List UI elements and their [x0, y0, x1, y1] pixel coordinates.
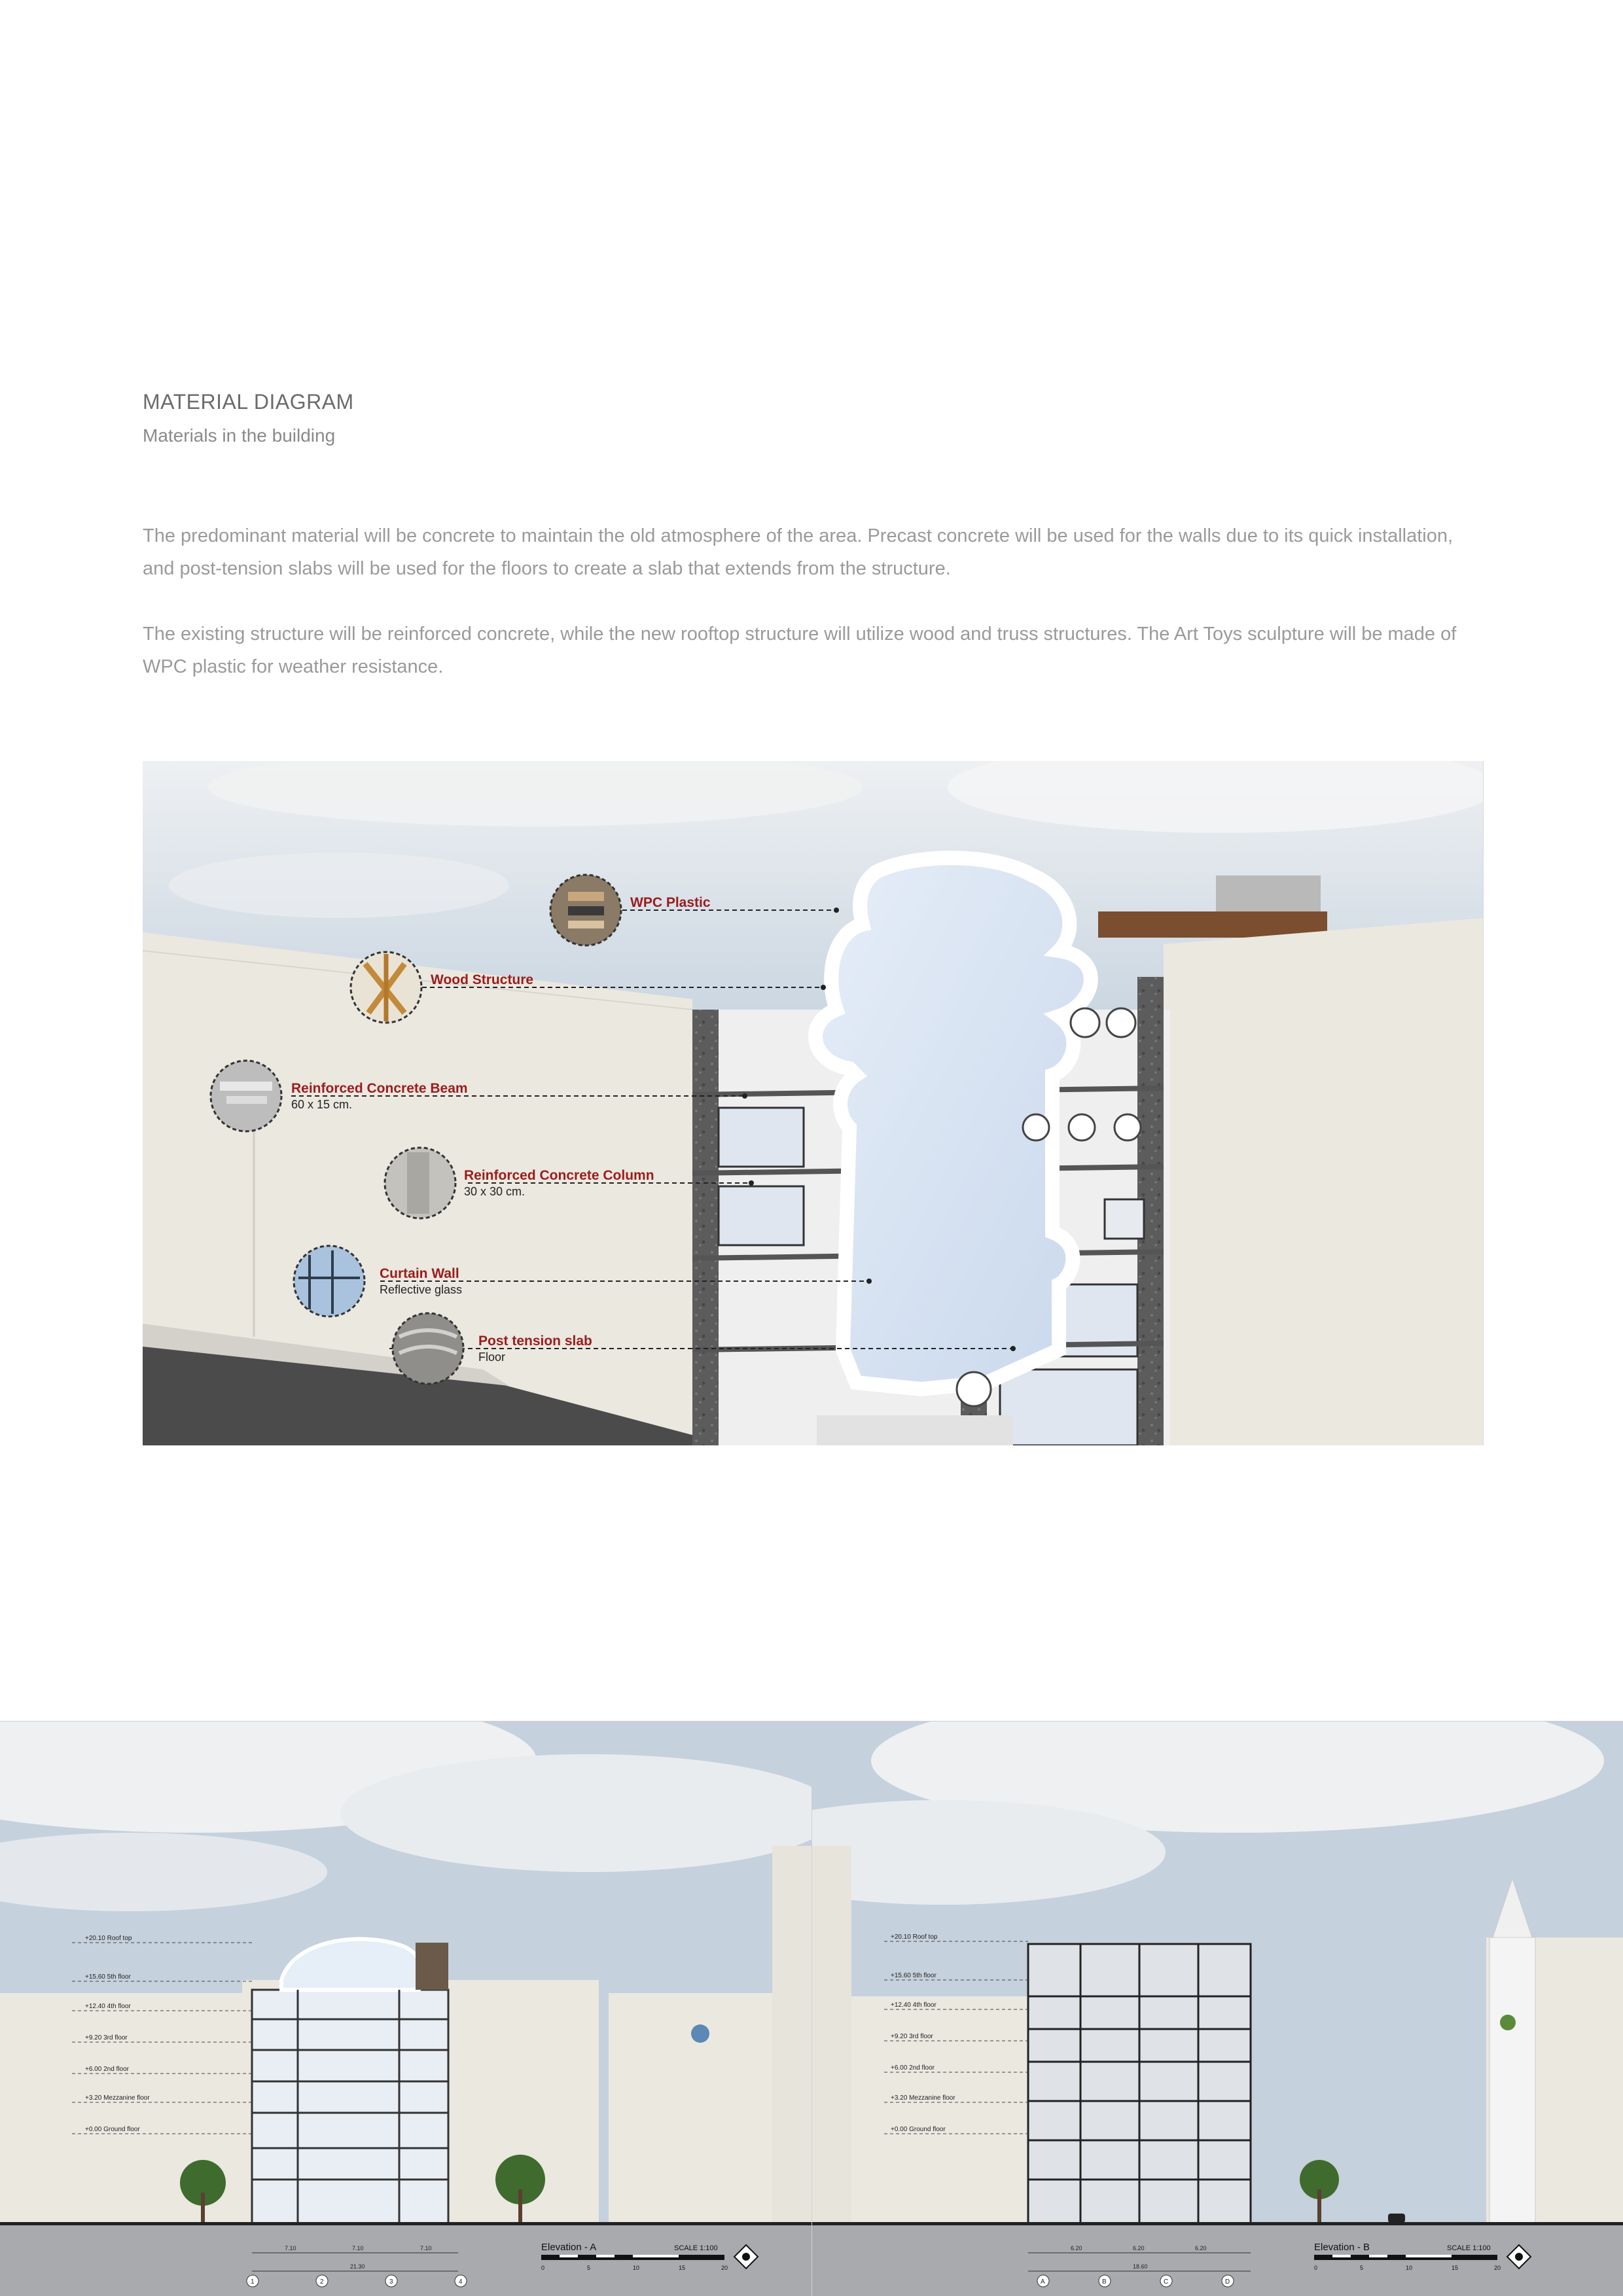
level-label: +0.00 Ground floor — [85, 2126, 140, 2133]
concrete-beam-swatch-icon — [211, 1061, 281, 1131]
callout-post-tension-slab-spec: Floor — [478, 1351, 506, 1364]
curtain-wall-swatch-icon — [294, 1246, 365, 1316]
callout-curtain-wall-spec: Reflective glass — [380, 1283, 463, 1296]
dim-label: 7.10 — [420, 2245, 432, 2252]
dim-label: 6.20 — [1195, 2245, 1207, 2252]
dim-total-label: 18.60 — [1133, 2263, 1148, 2270]
scale-tick: 0 — [1314, 2265, 1318, 2271]
level-label: +12.40 4th floor — [85, 2003, 131, 2010]
callout-curtain-wall: Curtain Wall — [380, 1266, 459, 1281]
callout-concrete-beam: Reinforced Concrete Beam — [291, 1081, 468, 1096]
scale-tick: 20 — [1494, 2265, 1501, 2271]
scale-label: SCALE 1:100 — [674, 2244, 718, 2252]
callout-concrete-column: Reinforced Concrete Column — [464, 1168, 654, 1183]
dim-label: 6.20 — [1133, 2245, 1145, 2252]
scale-tick: 15 — [1452, 2265, 1459, 2271]
level-label: +12.40 4th floor — [891, 2002, 936, 2009]
elevation-title: Elevation - A — [541, 2242, 597, 2253]
scale-tick: 0 — [541, 2265, 545, 2271]
grid-label: C — [1164, 2278, 1169, 2286]
level-label: +9.20 3rd floor — [891, 2033, 933, 2040]
grid-label: A — [1041, 2278, 1045, 2286]
dim-label: 6.20 — [1071, 2245, 1082, 2252]
scale-tick: 20 — [721, 2265, 728, 2271]
callout-concrete-column-spec: 30 x 30 cm. — [464, 1185, 526, 1198]
callout-wood-structure: Wood Structure — [431, 972, 534, 987]
scale-bar — [541, 2255, 724, 2260]
level-label: +15.60 5th floor — [891, 1972, 936, 1979]
elevation-b-drawing — [812, 1721, 1623, 2296]
wpc-plastic-swatch-icon — [550, 875, 621, 945]
scale-tick: 10 — [633, 2265, 640, 2271]
material-diagram-illustration — [143, 761, 1484, 1445]
grid-label: 4 — [459, 2278, 463, 2286]
page-subtitle: Materials in the building — [143, 425, 336, 446]
scale-label: SCALE 1:100 — [1447, 2244, 1491, 2252]
scale-tick: 5 — [587, 2265, 591, 2271]
dim-total-label: 21.30 — [350, 2263, 365, 2270]
scale-tick: 15 — [679, 2265, 686, 2271]
structure-paragraph: The existing structure will be reinforced concrete, while the new rooftop structure will utilize wood and truss structures. The Art Toys sculpture will be made of WPC plastic for weather resistance. — [143, 624, 1457, 677]
concrete-column-swatch-icon — [385, 1148, 455, 1218]
level-label: +20.10 Roof top — [891, 1934, 938, 1941]
page-title: MATERIAL DIAGRAM — [143, 390, 354, 414]
elevation-title: Elevation - B — [1314, 2242, 1370, 2253]
level-label: +6.00 2nd floor — [891, 2064, 935, 2072]
level-label: +3.20 Mezzanine floor — [891, 2094, 955, 2102]
grid-label: D — [1225, 2278, 1230, 2286]
grid-label: B — [1102, 2278, 1107, 2286]
level-label: +9.20 3rd floor — [85, 2034, 128, 2041]
grid-label: 1 — [251, 2278, 255, 2286]
scale-bar — [1314, 2255, 1497, 2260]
dim-label: 7.10 — [352, 2245, 364, 2252]
scale-tick: 5 — [1360, 2265, 1364, 2271]
intro-paragraph: The predominant material will be concrete to maintain the old atmosphere of the area. Precast concrete will be used for the walls due to its quick installation, and post-tension slabs will be used for the floors to create a slab that extends from the structure. — [143, 525, 1454, 579]
callout-wpc-plastic: WPC Plastic — [630, 895, 711, 910]
level-label: +6.00 2nd floor — [85, 2066, 129, 2073]
post-tension-slab-swatch-icon — [393, 1313, 463, 1384]
grid-label: 2 — [320, 2278, 324, 2286]
level-label: +15.60 5th floor — [85, 1973, 131, 1981]
level-label: +3.20 Mezzanine floor — [85, 2094, 150, 2102]
level-label: +0.00 Ground floor — [891, 2126, 946, 2133]
elevation-a-drawing — [0, 1721, 812, 2296]
callout-post-tension-slab: Post tension slab — [478, 1333, 592, 1349]
scale-tick: 10 — [1406, 2265, 1413, 2271]
callout-concrete-beam-spec: 60 x 15 cm. — [291, 1098, 353, 1111]
grid-label: 3 — [389, 2278, 393, 2286]
wood-structure-swatch-icon — [351, 952, 421, 1023]
level-label: +20.10 Roof top — [85, 1935, 132, 1942]
dim-label: 7.10 — [285, 2245, 296, 2252]
